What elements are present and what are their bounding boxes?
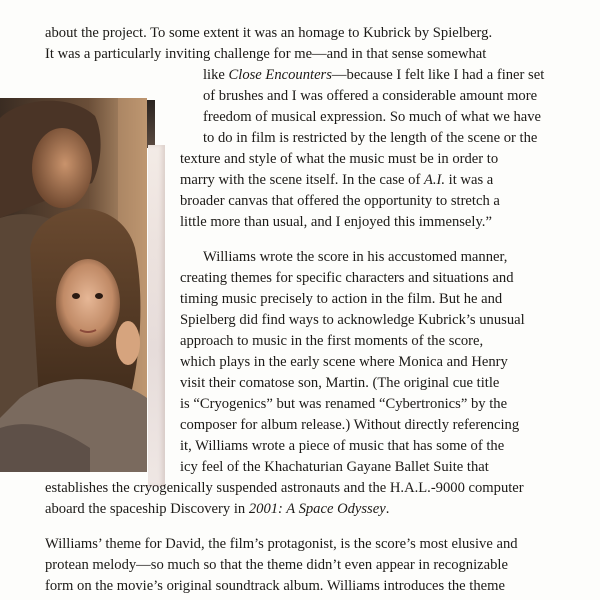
- text-run: timing music precisely to action in the film. But he and: [180, 291, 503, 307]
- text-run: texture and style of what the music must be in order to: [180, 151, 499, 167]
- text-run: composer for album release.) Without directly referencing: [180, 417, 520, 433]
- text-run: Williams’ theme for David, the film’s protagonist, is the score’s most elusive and: [45, 536, 518, 552]
- doorframe-strip: [148, 145, 165, 487]
- text-line: [180, 395, 507, 413]
- text-run: to do in film is restricted by the length of the scene or the: [203, 130, 538, 146]
- text-line: [180, 353, 508, 371]
- text-run: Spielberg did find ways to acknowledge Kubrick’s unusual: [180, 312, 525, 328]
- text-line: [180, 213, 492, 231]
- text-line: [203, 248, 507, 266]
- film-still-photo: [0, 98, 147, 472]
- text-run: freedom of musical expression. So much of what we have: [203, 109, 541, 125]
- text-line: [45, 24, 492, 42]
- text-line: [180, 171, 493, 189]
- text-line: [203, 87, 537, 105]
- text-line: [45, 535, 518, 553]
- text-run: It was a particularly inviting challenge for me—and in that sense somewhat: [45, 46, 487, 62]
- text-run: icy feel of the Khachaturian Gayane Ballet Suite that: [180, 459, 489, 475]
- text-line: [180, 290, 502, 308]
- text-line: [203, 108, 541, 126]
- doorframe-edge: [147, 100, 155, 148]
- text-run: like: [203, 67, 229, 83]
- italic-title: 2001: A Space Odyssey: [248, 501, 386, 517]
- text-line: [180, 437, 504, 455]
- text-line: [203, 129, 537, 147]
- text-run: —because I felt like I had a finer set: [331, 67, 545, 83]
- text-run: is “Cryogenics” but was renamed “Cybertronics” by the: [180, 396, 508, 412]
- text-run: it, Williams wrote a piece of music that has some of the: [180, 438, 505, 454]
- text-line: [45, 500, 389, 518]
- text-line: [180, 332, 483, 350]
- text-line: [45, 479, 524, 497]
- italic-title: Close Encounters: [228, 67, 332, 83]
- text-run: aboard the spaceship Discovery in: [45, 501, 249, 517]
- text-run: establishes the cryogenically suspended astronauts and the H.A.L.-9000 computer: [45, 480, 524, 496]
- text-run: broader canvas that offered the opportunity to stretch a: [180, 193, 500, 209]
- text-line: [180, 192, 500, 210]
- text-line: [45, 577, 505, 595]
- text-line: [180, 416, 519, 434]
- text-run: of brushes and I was offered a considerable amount more: [203, 88, 538, 104]
- text-line: [180, 311, 525, 329]
- text-run: protean melody—so much so that the theme didn’t even appear in recognizable: [45, 557, 508, 573]
- text-line: [45, 45, 486, 63]
- text-run: which plays in the early scene where Monica and Henry: [180, 354, 508, 370]
- text-line: [180, 150, 498, 168]
- text-line: [180, 269, 514, 287]
- text-run: creating themes for specific characters and situations and: [180, 270, 514, 286]
- text-line: [45, 556, 508, 574]
- italic-title: A.I.: [423, 172, 446, 188]
- text-run: .: [385, 501, 390, 517]
- film-still-image: [0, 98, 147, 472]
- text-line: [180, 458, 489, 476]
- text-run: marry with the scene itself. In the case of: [180, 172, 424, 188]
- text-line: [203, 66, 544, 84]
- text-run: approach to music in the first moments of the score,: [180, 333, 484, 349]
- text-run: it was a: [445, 172, 494, 188]
- text-run: about the project. To some extent it was an homage to Kubrick by Spielberg.: [45, 25, 493, 41]
- text-run: Williams wrote the score in his accustomed manner,: [203, 249, 508, 265]
- text-run: little more than usual, and I enjoyed this immensely.”: [180, 214, 492, 230]
- text-run: visit their comatose son, Martin. (The original cue title: [180, 375, 500, 391]
- text-run: form on the movie’s original soundtrack album. Williams introduces the theme: [45, 578, 505, 594]
- text-line: [180, 374, 499, 392]
